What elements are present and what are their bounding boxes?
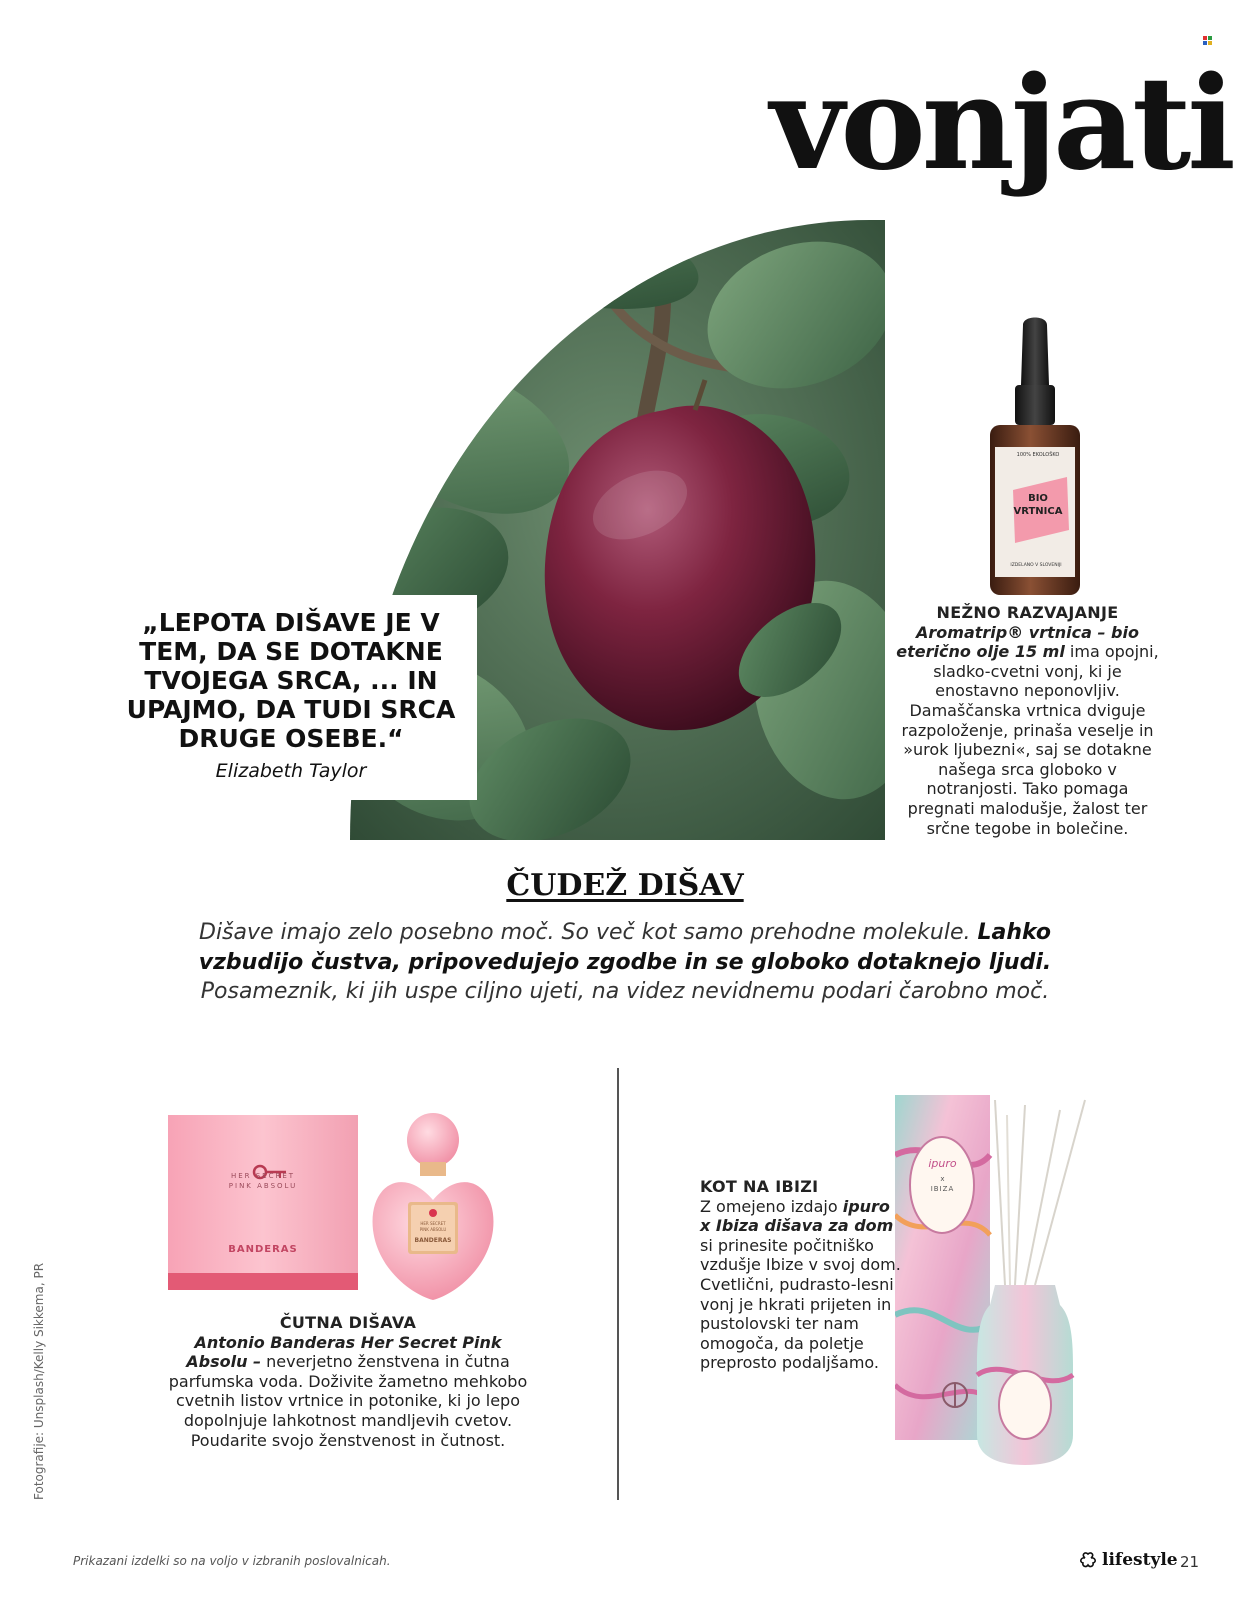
product-aromatrip-text (895, 603, 1160, 838)
section-title-text: ČUDEŽ DIŠAV (506, 868, 744, 903)
product-banderas-body: neverjetno ženstvena in čutna parfumska voda. Doživite žametno mehkobo cvetnih listov vrtnice in potonike, ki jo lepo dopolnjuje lahkotnost mandljevih cvetov. Poudarite svojo ženstvenost in čutnost. (168, 1352, 528, 1450)
logo-text: lifestyle (1102, 1550, 1178, 1570)
product-aromatrip-body: ima opojni, sladko-cvetni vonj, ki je enostavno neponovljiv. Damaščanska vrtnica dviguje razpoloženje, prinaša veselje in »urok ljubezni«, saj se dotakne našega srca globoko v notranjosti. Tako pomaga pregnati malodušje, žalost ter srčne tegobe in bolečine. (901, 642, 1159, 838)
banderas-perfume (168, 1110, 528, 1305)
bottle-label-top: 100% EKOLOŠKO (1016, 452, 1060, 458)
product-ipuro-title: KOT NA IBIZI (700, 1177, 819, 1196)
product-banderas-title: ČUTNA DIŠAVA (279, 1313, 417, 1332)
diffuser-box-x: x (940, 1175, 945, 1183)
product-ipuro-text (700, 1177, 905, 1373)
lead-bold: Lahko vzbudijo čustva, pripovedujejo zgodbe in se globoko dotaknejo ljudi. (198, 920, 1052, 975)
quote-text: „LEPOTA DIŠAVE JE V TEM, DA SE DOTAKNE TVOJEGA SRCA, ... IN UPAJMO, DA TUDI SRCA DRUGE OSEBE.“ (126, 608, 456, 753)
aromatrip-bottle (985, 315, 1085, 600)
flacon-label-line1: HER SECRET (420, 1221, 446, 1226)
flacon-label-line2: PINK ABSOLU (419, 1227, 447, 1232)
photo-credit: Fotografije: Unsplash/Kelly Sikkema, PR (32, 1262, 46, 1500)
quote-author: Elizabeth Taylor (215, 760, 367, 782)
page-headline: vonjati (770, 49, 1232, 199)
perfume-box-brand: BANDERAS (228, 1244, 298, 1255)
product-banderas-text (168, 1313, 528, 1450)
clover-outline-icon (1080, 1552, 1096, 1568)
product-aromatrip-title: NEŽNO RAZVAJANJE (936, 603, 1119, 622)
bottle-label-bottom: IZDELANO V SLOVENIJI (1010, 563, 1062, 568)
product-ipuro-name: ipuro x Ibiza dišava za dom (700, 1196, 894, 1236)
ipuro-diffuser (895, 1095, 1105, 1470)
column-divider (617, 1068, 619, 1500)
perfume-box-line2: PINK ABSOLU (228, 1182, 298, 1190)
disclaimer: Prikazani izdelki so na voljo v izbranih poslovalnicah. (73, 1554, 391, 1568)
bottle-label-bio: BIO (1028, 493, 1048, 504)
corner-mark-icon (1203, 31, 1213, 50)
page-number: 21 (1180, 1553, 1200, 1571)
flacon-label-brand: BANDERAS (414, 1237, 452, 1244)
perfume-box-line1: HER SECRET (230, 1172, 296, 1180)
product-banderas-name: Antonio Banderas Her Secret Pink Absolu – (186, 1332, 502, 1372)
lead-part2: Posameznik, ki jih uspe ciljno ujeti, na videz nevidnemu podari čarobno moč. (200, 979, 1050, 1004)
product-aromatrip-name: Aromatrip® vrtnica – bio eterično olje 15 ml (896, 622, 1139, 662)
diffuser-box-sub: IBIZA (930, 1185, 955, 1193)
product-ipuro-body: si prinesite počitniško vzdušje Ibize v svoj dom. Cvetlični, pudrasto-lesni vonj je hkrati prijeten in pustolovski ter nam omogoča, da poletje preprosto podaljšamo. (700, 1235, 901, 1373)
diffuser-box-brand: ipuro (928, 1157, 957, 1170)
lead-part1: Dišave imajo zelo posebno moč. So več kot samo prehodne molekule. (199, 920, 978, 945)
lifestyle-logo (1080, 1550, 1178, 1570)
product-ipuro-intro: Z omejeno izdajo (700, 1196, 843, 1216)
bottle-label-vrtnica: VRTNICA (1013, 506, 1063, 517)
section-lead (190, 918, 1060, 1007)
section-title (0, 868, 1250, 903)
